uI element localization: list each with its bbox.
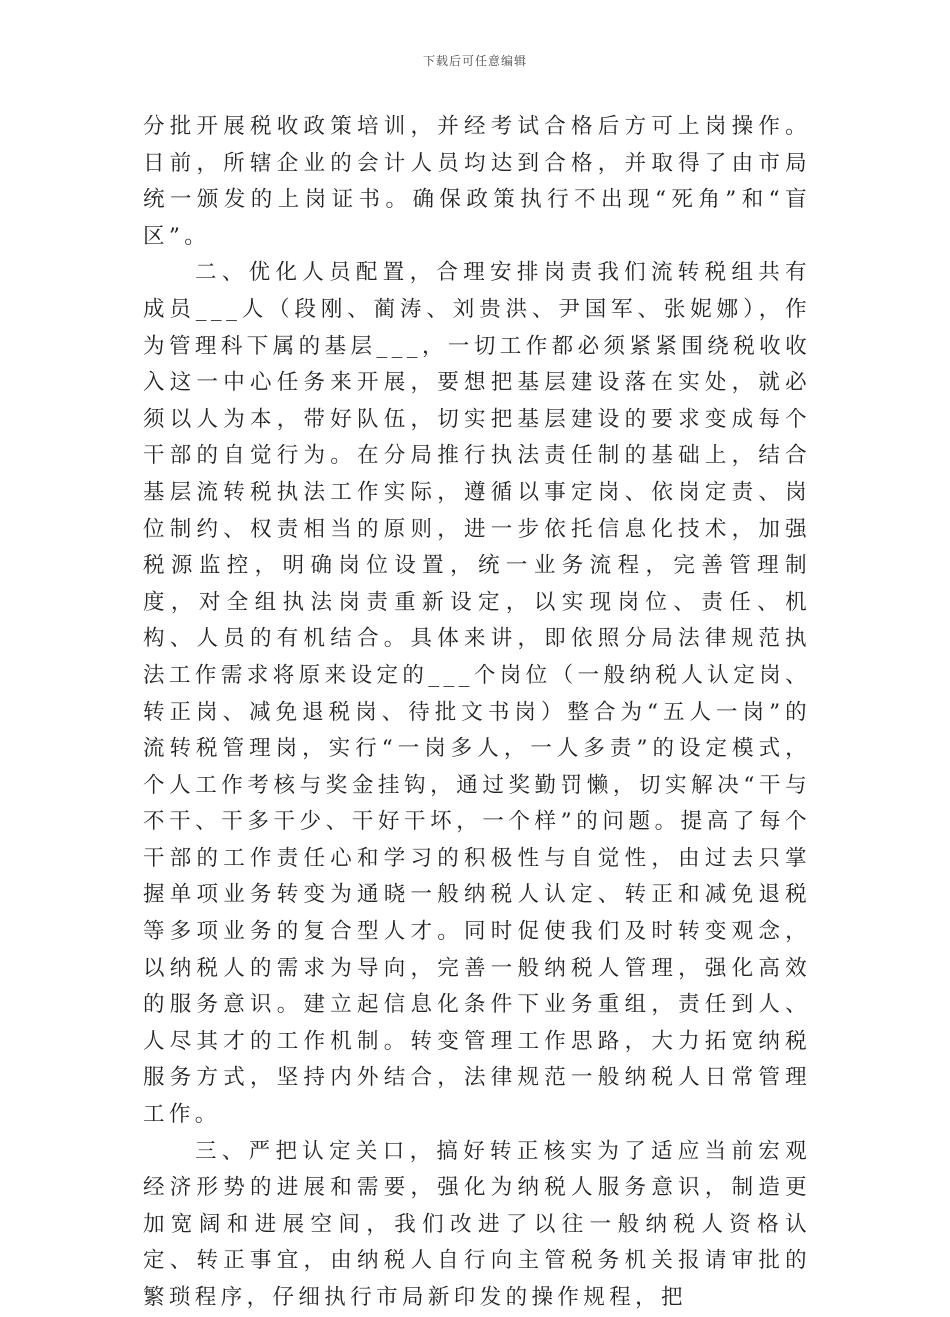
page-header: 下载后可任意编辑 — [422, 54, 527, 68]
paragraph-section-two: 二、优化人员配置，合理安排岗责我们流转税组共有成员___人（段刚、蔺涛、刘贵洪、尹国军、张妮娜），作为管理科下属的基层___，一切工作都必须紧紧围绕税收收入这一中心任务来开展，要想把基层建设落在实处，就必须以人为本，带好队伍，切实把基层建设的要求变成每个干部的自觉行为。在分局推行执法责任制的基础上，结合基层流转税执法工作实际，遵循以事定岗、依岗定责、岗位制约、权责相当的原则，进一步依托信息化技术，加强税源监控，明确岗位设置，统一业务流程，完善管理制度，对全组执法岗责重新设定，以实现岗位、责任、机构、人员的有机结合。具体来讲，即依照分局法律规范执法工作需求将原来设定的___个岗位（一般纳税人认定岗、转正岗、减免退税岗、待批文书岗）整合为“五人一岗”的流转税管理岗，实行“一岗多人，一人多责”的设定模式，个人工作考核与奖金挂钩，通过奖勤罚懒，切实解决“干与不干、干多干少、干好干坏，一个样”的问题。提高了每个干部的工作责任心和学习的积极性与自觉性，由过去只掌握单项业务转变为通晓一般纳税人认定、转正和减免退税等多项业务的复合型人才。同时促使我们及时转变观念，以纳税人的需求为导向，完善一般纳税人管理，强化高效的服务意识。建立起信息化条件下业务重组，责任到人、人尽其才的工作机制。转变管理工作思路，大力拓宽纳税服务方式，坚持内外结合，法律规范一般纳税人日常管理工作。 — [143, 260, 811, 1128]
paragraph-section-three: 三、严把认定关口，搞好转正核实为了适应当前宏观经济形势的进展和需要，强化为纳税人服务意识，制造更加宽阔和进展空间，我们改进了以往一般纳税人资格认定、转正事宜，由纳税人自行向主管税务机关报请审批的繁琐程序，仔细执行市局新印发的操作规程，把 — [143, 1138, 811, 1310]
document-body — [143, 109, 811, 1317]
paragraph-continuation: 分批开展税收政策培训，并经考试合格后方可上岗操作。日前，所辖企业的会计人员均达到合格，并取得了由市局统一颁发的上岗证书。确保政策执行不出现“死角”和“盲区”。 — [143, 114, 811, 249]
